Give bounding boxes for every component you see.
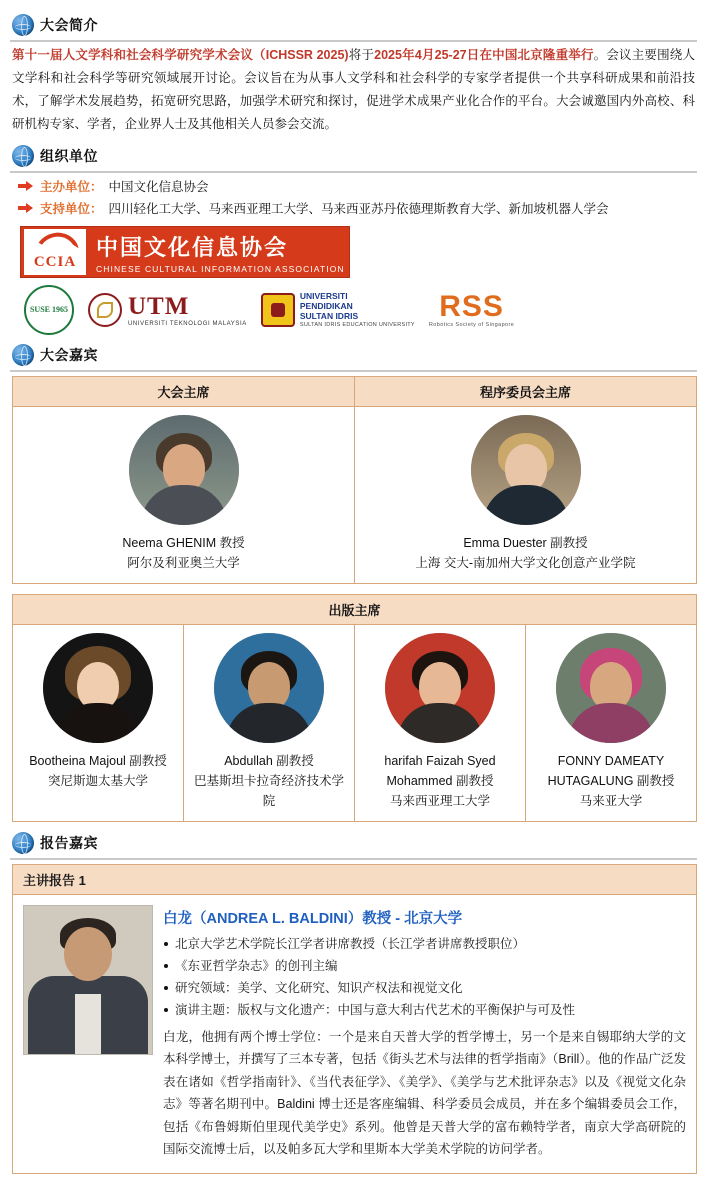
section-header-organizers <box>12 145 697 167</box>
rss-logo <box>429 292 514 328</box>
person-name: Neema GHENIM 教授 <box>122 536 245 550</box>
publication-chair-cell <box>184 625 355 822</box>
arrow-icon <box>18 181 34 191</box>
rss-word: RSS <box>439 290 504 323</box>
list-item <box>18 177 697 198</box>
divider <box>10 40 697 42</box>
person-name: Emma Duester 副教授 <box>463 536 588 550</box>
publication-chair-cell <box>13 625 184 822</box>
intro-paragraph <box>12 44 695 137</box>
avatar <box>385 633 495 743</box>
person-name: FONNY DAMEATY HUTAGALUNG 副教授 <box>547 754 675 788</box>
globe-icon <box>12 14 34 36</box>
chair-cell <box>13 407 355 584</box>
avatar <box>129 415 239 525</box>
person-affiliation: 上海 交大-南加州大学文化创意产业学院 <box>415 556 636 570</box>
upsi-line3: SULTAN IDRIS <box>299 310 359 321</box>
table-header-row <box>13 595 697 625</box>
list-item: 北京大学艺术学院长江学者讲席教授（长江学者讲席教授职位） <box>163 934 686 956</box>
conference-chairs-table <box>12 376 697 584</box>
keynote-body <box>13 895 696 1173</box>
upsi-line1: UNIVERSITI <box>299 291 348 302</box>
organizer-value: 中国文化信息协会 <box>108 179 209 194</box>
person-name: Abdullah 副教授 <box>224 754 314 768</box>
upsi-line2: PENDIDIKAN <box>299 301 353 312</box>
globe-icon <box>12 344 34 366</box>
list-item <box>18 199 697 220</box>
person-affiliation: 巴基斯坦卡拉奇经济技术学院 <box>193 774 344 808</box>
sichuan-logo-text: SUSE 1965 <box>29 304 68 314</box>
keynote-header: 主讲报告 1 <box>13 865 696 895</box>
person-name: harifah Faizah Syed Mohammed 副教授 <box>384 754 496 788</box>
section-title-speakers: 报告嘉宾 <box>40 835 98 851</box>
intro-rest: 。会议主要围绕人文学科和社会科学等研究领域展开讨论。会议旨在为从事人文学科和社会科学的专家学者提供一个共享科研成果和前沿技术，了解学术发展趋势，拓宽研究思路，加强学术研究和探讨，促进学术成果产业化合作的平台。大会诚邀国内外高校、科研机构专家、学者，企业界人士及其他相关人员参会交流。 <box>12 48 695 132</box>
publication-chairs-table <box>12 594 697 822</box>
section-header-intro <box>12 14 697 36</box>
ccia-name-en: CHINESE CULTURAL INFORMATION ASSOCIATION <box>96 263 345 274</box>
photo-face <box>64 927 112 981</box>
list-item: 演讲主题：版权与文化遗产：中国与意大利古代艺术的平衡保护与可及性 <box>163 1000 686 1022</box>
avatar <box>214 633 324 743</box>
publication-chair-cell <box>355 625 526 822</box>
ccia-logo-text <box>96 231 345 274</box>
divider <box>10 858 697 860</box>
keynote-biography: 白龙，他拥有两个博士学位：一个是来自天普大学的哲学博士，另一个是来自锡耶纳大学的文本科学博士，并撰写了三本专著，包括《街头艺术与法律的哲学指南》（Brill）。他的作品广泛发表在诸如《哲学指南针》、《当代表征学》、《美学》、《美学与艺术批评杂志》以及《视觉文化杂志》等著名期刊中。Baldini 博士还是客座编辑、科学委员会成员，并在多个编辑委员会工作，包括《布鲁姆斯伯里现代美学史》系列。他曾是天普大学的富布赖特学者，南京大学高研院的国际交流博士后，以及帕多瓦大学和里斯本大学美术学院的访问学者。 <box>163 1029 686 1156</box>
keynote-speaker-photo <box>23 905 153 1055</box>
utm-subtitle: UNIVERSITI TEKNOLOGI MALAYSIA <box>128 321 247 327</box>
table-row <box>13 625 697 822</box>
avatar <box>556 633 666 743</box>
divider <box>10 370 697 372</box>
utm-word: UTM <box>128 293 190 320</box>
photo-shirt <box>75 994 101 1054</box>
ccia-name-cn: 中国文化信息协会 <box>96 234 289 260</box>
column-header-publication-chair: 出版主席 <box>13 595 697 625</box>
list-item: 研究领域：美学、文化研究、知识产权法和视觉文化 <box>163 978 686 1000</box>
avatar <box>43 633 153 743</box>
person-name: Bootheina Majoul 副教授 <box>29 754 167 768</box>
divider <box>10 171 697 173</box>
person-affiliation: 马来亚大学 <box>579 794 643 808</box>
upsi-logo <box>261 292 415 327</box>
upsi-crest-icon <box>261 293 295 327</box>
ccia-mark-text: CCIA <box>33 254 77 270</box>
arrow-icon <box>18 203 34 213</box>
person-affiliation: 马来西亚理工大学 <box>389 794 490 808</box>
section-header-speakers <box>12 832 697 854</box>
keynote-bullet-list <box>163 934 686 1022</box>
keynote-card <box>12 864 697 1174</box>
section-title-guests: 大会嘉宾 <box>40 347 98 363</box>
globe-icon <box>12 145 34 167</box>
person-affiliation: 阿尔及利亚奥兰大学 <box>127 556 240 570</box>
supporter-label: 支持单位： <box>40 201 103 216</box>
rss-subtitle: Robotics Society of Singapore <box>428 322 515 328</box>
publication-chair-cell <box>526 625 697 822</box>
organizer-list <box>18 177 697 221</box>
upsi-subtitle: SULTAN IDRIS EDUCATION UNIVERSITY <box>299 321 415 328</box>
keynote-speaker-title: 白龙（ANDREA L. BALDINI）教授 - 北京大学 <box>163 911 463 927</box>
ccia-logo <box>20 226 350 278</box>
column-header-general-chair: 大会主席 <box>13 377 355 407</box>
table-row <box>13 407 697 584</box>
supporter-logo-row <box>24 284 697 336</box>
sichuan-university-logo <box>24 285 74 335</box>
section-header-guests <box>12 344 697 366</box>
utm-crest-icon <box>88 293 122 327</box>
chair-cell <box>355 407 697 584</box>
organizer-label: 主办单位： <box>40 179 103 194</box>
avatar <box>471 415 581 525</box>
table-header-row <box>13 377 697 407</box>
globe-icon <box>12 832 34 854</box>
intro-highlight-conference: 第十一届人文学科和社会科学研究学术会议（ICHSSR 2025) <box>12 48 349 62</box>
intro-mid: 将于 <box>348 48 375 62</box>
keynote-text <box>163 905 686 1161</box>
section-title-intro: 大会简介 <box>40 17 98 33</box>
supporter-value: 四川轻化工大学、马来西亚理工大学、马来西亚苏丹依德理斯教育大学、新加坡机器人学会 <box>108 201 609 216</box>
utm-logo <box>88 293 247 327</box>
column-header-program-chair: 程序委员会主席 <box>355 377 697 407</box>
section-title-organizers: 组织单位 <box>40 147 98 164</box>
ccia-mark-icon <box>24 229 86 275</box>
intro-highlight-date: 2025年4月25-27日在中国北京隆重举行 <box>374 48 594 62</box>
list-item: 《东亚哲学杂志》的创刊主编 <box>163 956 686 978</box>
person-affiliation: 突尼斯迦太基大学 <box>47 774 148 788</box>
